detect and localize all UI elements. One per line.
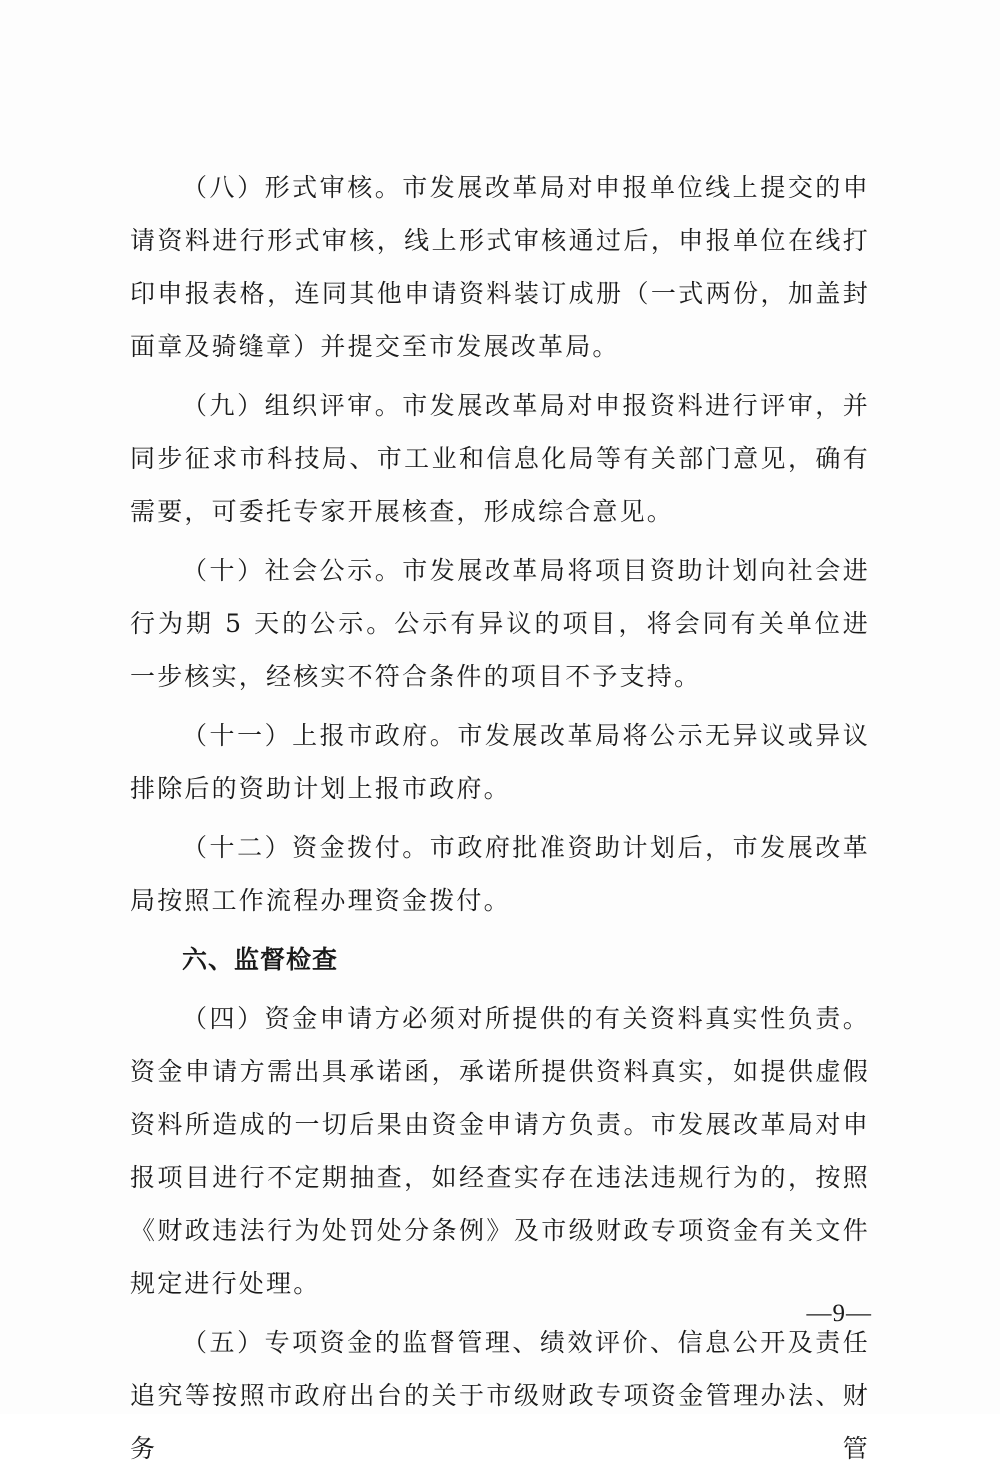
section-heading-supervision: 六、监督检查 [182, 945, 339, 974]
paragraph-organize-review: （九）组织评审。市发展改革局对申报资料进行评审，并同步征求市科技局、市工业和信息化局等有关部门意见，确有需要，可委托专家开展核查，形成综合意见。 [130, 391, 870, 526]
page-number: —9— [806, 1300, 872, 1327]
paragraph-fund-supervision: （五）专项资金的监督管理、绩效评价、信息公开及责任追究等按照市政府出台的关于市级财政专项资金管理办法、财务管 [130, 1328, 870, 1463]
paragraph-public-notice: （十）社会公示。市发展改革局将项目资助计划向社会进行为期 5 天的公示。公示有异议的项目，将会同有关单位进一步核实，经核实不符合条件的项目不予支持。 [130, 556, 870, 691]
document-body [130, 161, 870, 1481]
paragraph-report-government: （十一）上报市政府。市发展改革局将公示无异议或异议排除后的资助计划上报市政府。 [130, 721, 870, 803]
paragraph-applicant-responsibility: （四）资金申请方必须对所提供的有关资料真实性负责。资金申请方需出具承诺函，承诺所提供资料真实，如提供虚假资料所造成的一切后果由资金申请方负责。市发展改革局对申报项目进行不定期抽查，如经查实存在违法违规行为的，按照《财政违法行为处罚处分条例》及市级财政专项资金有关文件规定进行处理。 [130, 1004, 870, 1298]
paragraph-fund-allocation: （十二）资金拨付。市政府批准资助计划后，市发展改革局按照工作流程办理资金拨付。 [130, 833, 870, 915]
paragraph-formal-review: （八）形式审核。市发展改革局对申报单位线上提交的申请资料进行形式审核，线上形式审核通过后，申报单位在线打印申报表格，连同其他申请资料装订成册（一式两份，加盖封面章及骑缝章）并提交至市发展改革局。 [130, 173, 870, 361]
